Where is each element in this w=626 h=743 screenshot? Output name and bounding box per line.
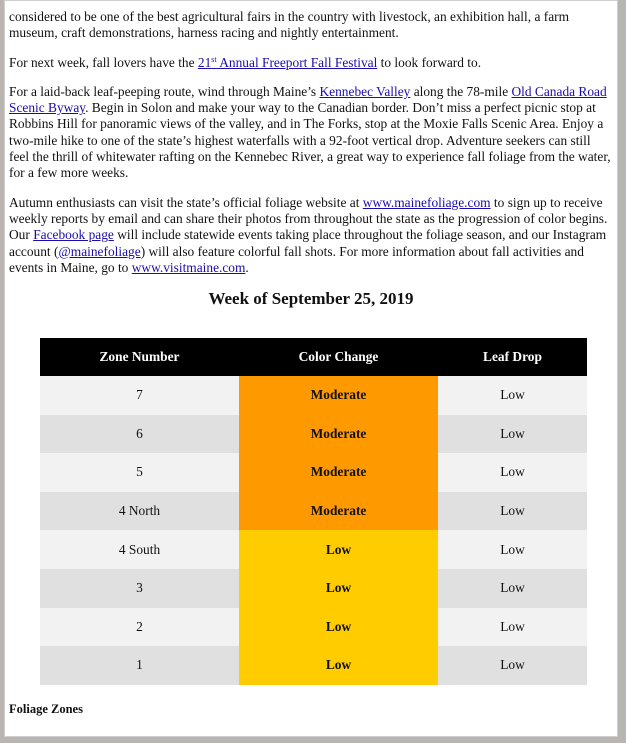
table-row xyxy=(40,530,587,569)
text: . xyxy=(245,259,249,275)
cell-zone: 6 xyxy=(40,415,239,454)
paragraph-kennebec xyxy=(9,84,613,182)
cell-color-change: Moderate xyxy=(239,376,438,415)
table-row xyxy=(40,569,587,608)
text: . Begin in Solon and make your way to the Canadian border. Don’t miss a perfect picnic stop at Robbins Hill for panoramic views of the valley, and in The Forks, stop at the Moxie Falls Scenic Area. Enjoy a two-mile hike to one of the state’s highest waterfalls with a 92-foot vertical drop. Adventure seekers can still feel the thrill of whitewater rafting on the Kennebec River, a great way to experience fall foliage from the water, for a few more weeks. xyxy=(9,100,611,181)
table-title: Week of September 25, 2019 xyxy=(208,289,414,309)
text: along the 78-mile xyxy=(410,83,512,99)
table-row xyxy=(40,646,587,685)
table-header-row xyxy=(40,338,587,376)
cell-leaf-drop: Low xyxy=(438,415,587,454)
caption-foliage-zones: Foliage Zones xyxy=(9,702,83,716)
mainefoliage-link[interactable]: www.mainefoliage.com xyxy=(362,194,491,210)
cell-zone: 1 xyxy=(40,646,239,685)
table-row xyxy=(40,453,587,492)
cell-leaf-drop: Low xyxy=(438,608,587,647)
facebook-page-link[interactable]: Facebook page xyxy=(33,227,114,243)
instagram-link[interactable]: @mainefoliage xyxy=(58,243,141,259)
text: will include statewide events taking place throughout the foliage season, and our Instagram account ( xyxy=(9,227,607,259)
header-zone-number: Zone Number xyxy=(40,338,239,376)
cell-color-change: Moderate xyxy=(239,453,438,492)
text: For a laid-back leaf-peeping route, wind through Maine’s xyxy=(9,83,320,99)
paragraph-enthusiasts xyxy=(9,195,613,276)
cell-color-change: Moderate xyxy=(239,415,438,454)
foliage-table xyxy=(40,338,587,685)
kennebec-valley-link[interactable]: Kennebec Valley xyxy=(319,83,411,99)
cell-leaf-drop: Low xyxy=(438,646,587,685)
cell-color-change: Low xyxy=(239,608,438,647)
table-row xyxy=(40,415,587,454)
cell-leaf-drop: Low xyxy=(438,530,587,569)
table-row xyxy=(40,492,587,531)
header-color-change: Color Change xyxy=(239,338,438,376)
cell-color-change: Low xyxy=(239,530,438,569)
cell-color-change: Moderate xyxy=(239,492,438,531)
text: For next week, fall lovers have the xyxy=(9,54,198,70)
email-body xyxy=(4,0,618,737)
paragraph-fair: considered to be one of the best agricultural fairs in the country with livestock, an exhibition hall, a farm museum, craft demonstrations, harness racing and nightly entertainment. xyxy=(9,9,570,41)
header-leaf-drop: Leaf Drop xyxy=(438,338,587,376)
cell-zone: 3 xyxy=(40,569,239,608)
cell-leaf-drop: Low xyxy=(438,376,587,415)
cell-zone: 4 North xyxy=(40,492,239,531)
article-content xyxy=(9,9,613,309)
paragraph-festival xyxy=(9,55,613,71)
cell-zone: 2 xyxy=(40,608,239,647)
cell-leaf-drop: Low xyxy=(438,453,587,492)
table-row xyxy=(40,376,587,415)
text: to sign up to receive weekly reports by email and can share their photos from throughout the state as the progression of color begins. Our xyxy=(9,194,608,243)
table-row xyxy=(40,608,587,647)
old-canada-road-link[interactable]: Old Canada Road Scenic Byway xyxy=(9,83,607,116)
cell-color-change: Low xyxy=(239,569,438,608)
text: to look forward to. xyxy=(377,54,482,70)
cell-leaf-drop: Low xyxy=(438,569,587,608)
text: ) will also feature colorful fall shots. For more information about fall activities and events in Maine, go to xyxy=(9,243,584,275)
cell-color-change: Low xyxy=(239,646,438,685)
cell-leaf-drop: Low xyxy=(438,492,587,531)
text: Autumn enthusiasts can visit the state’s official foliage website at xyxy=(9,194,363,210)
freeport-fall-festival-link[interactable]: 21st Annual Freeport Fall Festival xyxy=(197,54,378,70)
cell-zone: 7 xyxy=(40,376,239,415)
cell-zone: 5 xyxy=(40,453,239,492)
cell-zone: 4 South xyxy=(40,530,239,569)
visitmaine-link[interactable]: www.visitmaine.com xyxy=(131,259,246,275)
